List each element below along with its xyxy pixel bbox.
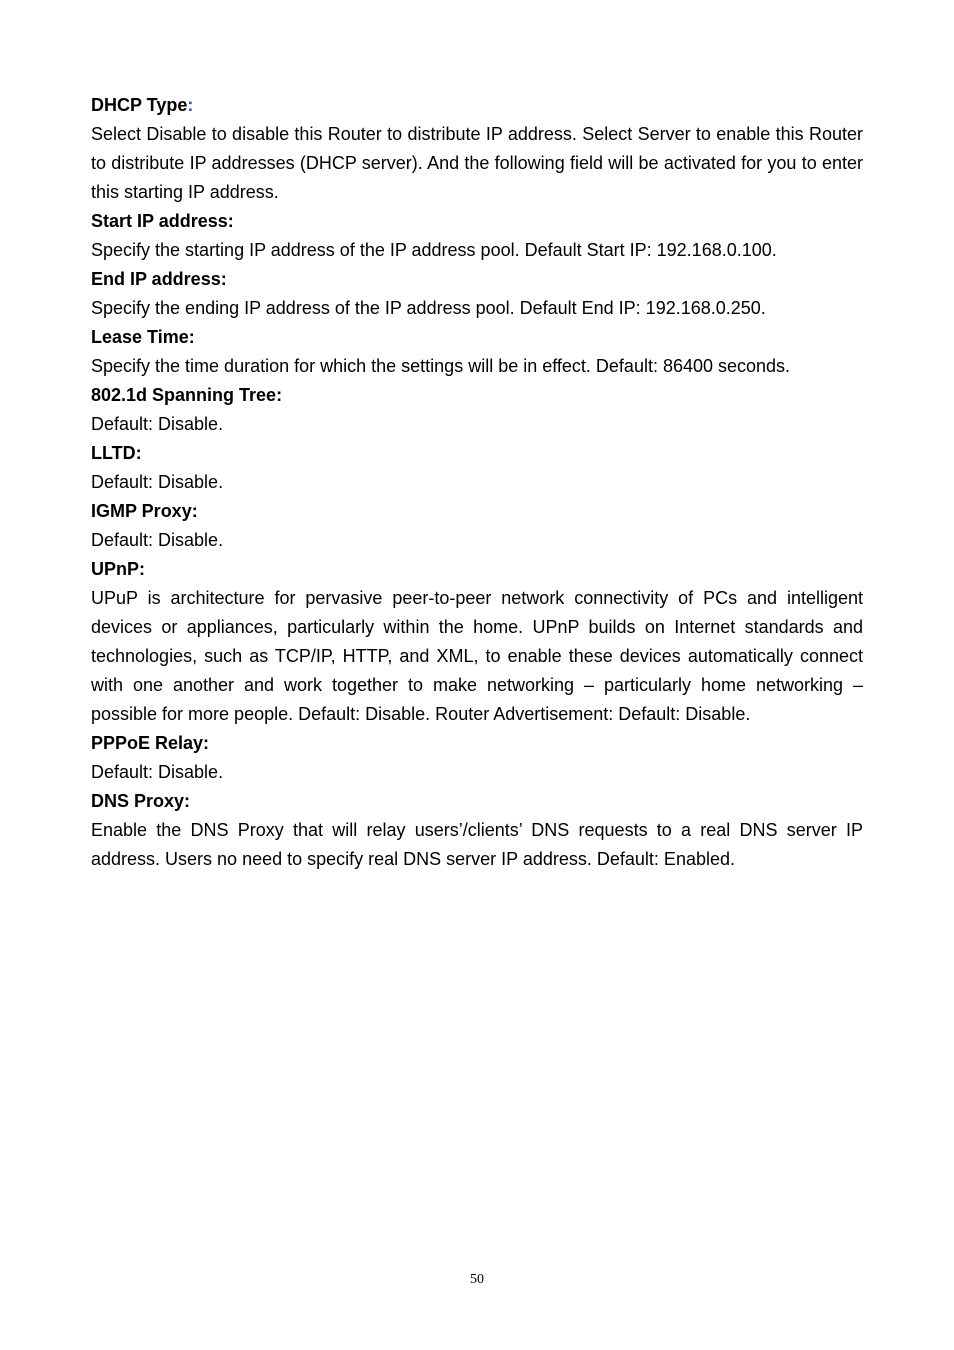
pppoe-relay-heading: PPPoE Relay:	[91, 733, 210, 753]
dhcp-type-heading	[91, 91, 863, 120]
upnp-description: UPuP is architecture for pervasive peer-to-peer network connectivity of PCs and intelligent devices or appliances, particularly within the home. UPnP builds on Internet standards and technologies, such as TCP/IP, HTTP, and XML, to enable these devices automatically connect with one another and work together to make networking – particularly home networking – possible for more people. Default: Disable. Router Advertisement: Default: Disable.	[91, 588, 863, 724]
igmp-proxy-heading: IGMP Proxy:	[91, 501, 198, 521]
page-number: 50	[470, 1272, 484, 1287]
end-ip-description: Specify the ending IP address of the IP address pool. Default End IP: 192.168.0.250.	[91, 298, 766, 318]
pppoe-relay-description: Default: Disable.	[91, 762, 224, 782]
lease-time-description: Specify the time duration for which the settings will be in effect. Default: 86400 seconds.	[91, 356, 791, 376]
spanning-tree-heading: 802.1d Spanning Tree:	[91, 385, 283, 405]
upnp-heading: UPnP:	[91, 559, 145, 579]
dhcp-type-heading-colon: :	[187, 95, 194, 115]
start-ip-heading: Start IP address:	[91, 211, 234, 231]
document-page	[91, 91, 863, 874]
spanning-tree-description: Default: Disable.	[91, 414, 224, 434]
dhcp-type-heading-text: DHCP Type	[91, 95, 188, 115]
lltd-heading: LLTD:	[91, 443, 142, 463]
end-ip-heading: End IP address:	[91, 269, 227, 289]
start-ip-description: Specify the starting IP address of the IP address pool. Default Start IP: 192.168.0.100.	[91, 240, 777, 260]
dhcp-type-description: Select Disable to disable this Router to distribute IP address. Select Server to enable this Router to distribute IP addresses (DHCP server). And the following field will be activated for you to enter this starting IP address.	[91, 124, 863, 202]
dns-proxy-heading: DNS Proxy:	[91, 791, 191, 811]
lease-time-heading: Lease Time:	[91, 327, 195, 347]
lltd-description: Default: Disable.	[91, 472, 224, 492]
dns-proxy-description: Enable the DNS Proxy that will relay users’/clients’ DNS requests to a real DNS server IP address. Users no need to specify real DNS server IP address. Default: Enabled.	[91, 820, 863, 869]
igmp-proxy-description: Default: Disable.	[91, 530, 224, 550]
